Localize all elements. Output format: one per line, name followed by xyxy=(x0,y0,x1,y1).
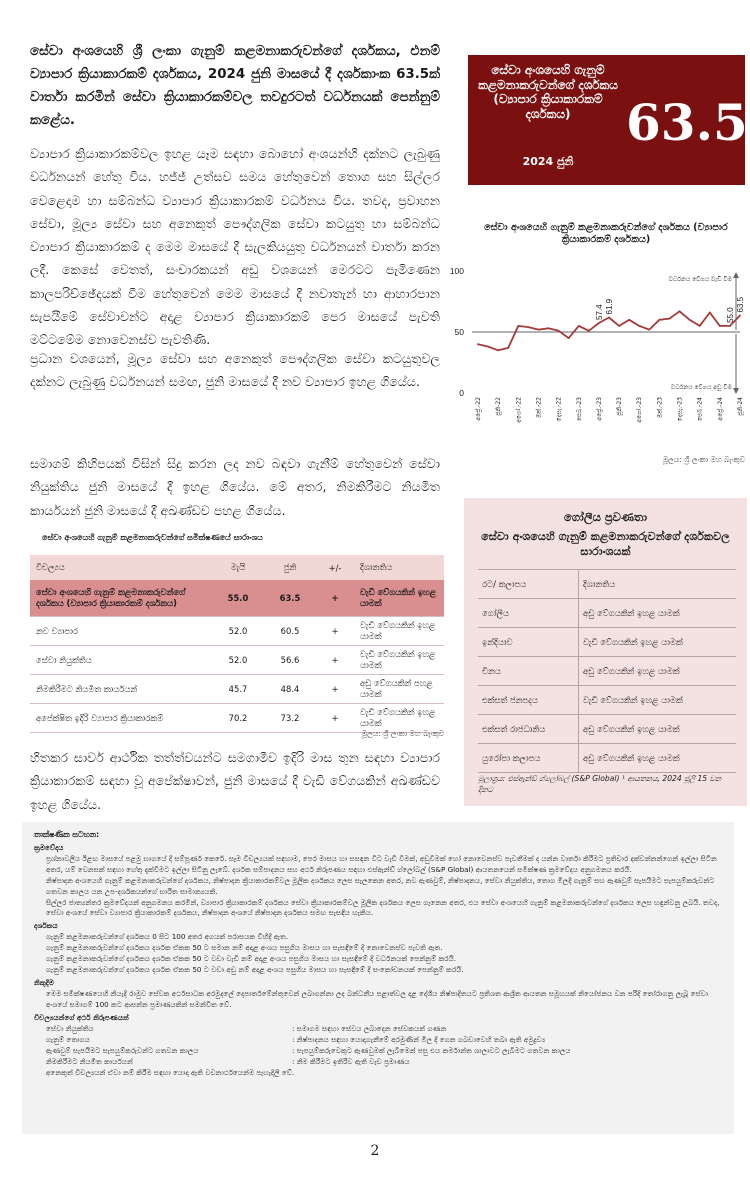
definition-term: ඇණවුම් සැපයීමට සැපයුම්කරුවන්ට ගතවන කාලය xyxy=(46,1045,199,1055)
global-region: ගෝලීය xyxy=(478,599,579,628)
global-region: ඉන්දියාව xyxy=(478,628,579,657)
x-tick-label: දෙසැ.-22 xyxy=(555,397,563,422)
definition-term: ගැනුම් තොගය xyxy=(46,1034,90,1044)
arrow-down-head xyxy=(733,388,739,394)
global-trend: වැඩි වේගයකින් ඉහළ යාමක් xyxy=(579,686,737,715)
index-item: ගැනුම් කළමනාකරුවන්ගේ දර්ශකය 0 සිට 100 අතර අගයක් පරාසයක විහිදී ඇත. xyxy=(46,932,289,942)
row-june: 60.5 xyxy=(264,617,316,646)
row-may: 52.0 xyxy=(212,646,264,675)
x-tick-label: ඔක්.-23 xyxy=(656,397,664,419)
data-point xyxy=(669,318,671,320)
data-point xyxy=(588,330,590,332)
row-trend: වැඩි වේගයකින් ඉහළ යාමක් xyxy=(354,580,444,617)
table-row xyxy=(30,646,444,675)
data-point xyxy=(628,319,630,321)
x-tick-label: ඔක්.-22 xyxy=(535,397,543,419)
data-point xyxy=(507,347,509,349)
table-row xyxy=(30,580,444,617)
definition-row xyxy=(34,1035,724,1046)
data-label: 55.0 xyxy=(725,307,735,323)
row-trend: වැඩි වේගයකින් ඉහළ යාමක් xyxy=(354,617,444,646)
x-tick-label: ජූනි-22 xyxy=(495,397,503,416)
data-point xyxy=(719,325,721,327)
summary-header-trend: දිශානතිය xyxy=(354,555,444,580)
x-tick-label: අගෝ.-23 xyxy=(636,397,644,423)
method-paragraph: ප්‍රශ්නාවලිය ඊළඟ මාසයේ පළමු භාගයේ දී සම්පූර්ණ කෙරේ. සෑම විචල්‍යයක් සඳහාම, පෙර මාසය හා සසඳන විට වැඩි වීමක්, අඩුවීමක් හෝ නොවෙනස්ව පැවතීමක් ද යන්න වාර්තා කිරීමට ප්‍රතිචාර දක්වන්නන්ගෙන් ඉල්ලා සිටින අතර, යම් වෙනසක් සඳහා හේතු දැක්වීමට ඉල්ලා සිටිනු ලැබේ. දර්ශක සම්පාදනය සහ අර්ථ නිරූපණය සඳහා එස්ඇන්ඩ් ග්ලෝබල් (S&P Global) ආයතනයෙන් සමීක්ෂණ ක්‍රමවේදය අනුගමනය කරයි. xyxy=(46,853,717,874)
table-row xyxy=(478,686,736,715)
row-may: 70.2 xyxy=(212,704,264,733)
definition-term: සේවා නියුක්තිය xyxy=(46,1023,94,1033)
global-trend: වැඩි වේගයකින් ඉහළ යාමක් xyxy=(579,628,737,657)
summary-table-source: මූලය: ශ්‍රී ලංකා මහ බැංකුව xyxy=(361,729,444,738)
x-tick-label: අගෝ.-22 xyxy=(515,397,523,423)
row-variable: සේවා නියුක්තිය xyxy=(30,646,212,675)
data-point xyxy=(608,317,610,319)
row-change: + xyxy=(316,646,354,675)
row-variable: සේවා අංශයෙහි ගැනුම් කළමනාකරුවන්ගේ දර්ශකය (ව්‍යාපාර ක්‍රියාකාරකම් දර්ශකය) xyxy=(30,580,212,617)
table-row xyxy=(478,715,736,744)
row-trend: වැඩි වේගයකින් ඉහළ යාමක් xyxy=(354,704,444,733)
row-june: 73.2 xyxy=(264,704,316,733)
data-label: 63.5 xyxy=(736,296,745,313)
data-point xyxy=(548,327,550,329)
row-change: + xyxy=(316,675,354,704)
index-heading: දර්ශකය xyxy=(34,921,58,931)
index-item: ගැනුම් කළමනාකරුවන්ගේ දර්ශකය දර්ශක ඒකක 50 ට වඩා වැඩි නම් අදාළ අංශය පසුගිය මාසය හා සැසඳීමේ දී වර්ධනයක් පෙන්නුම් කරයි. xyxy=(46,954,457,964)
technical-note-title: තාක්ෂණික සටහන: xyxy=(34,830,100,839)
row-change: + xyxy=(316,617,354,646)
body-paragraph-1: ව්‍යාපාර ක්‍රියාකාරකම්වල ඉහළ යෑම සඳහා බොහෝ අංශයන්හි දක්නට ලැබුණු වර්ධනයන් හේතු විය. හජ්ජ් උත්සව සමය හේතුවෙන් තොග සහ සිල්ලර වෙළෙදාම හා සම්බන්ධ ව්‍යාපාර ක්‍රියාකාරකම් වර්ධනය විය. තවද, ප්‍රවාහන සේවා, මූල්‍ය සේවා සහ අනෙකුත් පෞද්ගලික සේවා කටයුතු හා සම්බන්ධ ව්‍යාපාර ක්‍රියාකාරකම් ද මෙම මාසයේ දී සැලකියයුතු වර්ධනයන් වාර්තා කරන ලදී. කෙසේ වෙතත්, සංචාරකයන් අඩු වශයෙන් මෙරටට පැමිණෙන කාලපරිච්ඡේදයක් වීම හේතුවෙන් මෙම මාසයේ දී නවාතැන් හා ආහාරපාන සැපයීමේ සේවාවන්ට අදාළ ව්‍යාපාර ක්‍රියාකාරකම් පෙර මාසයේ පැවති මට්ටමේම නොවෙනස්ව පැවතිණි. xyxy=(30,146,440,348)
row-trend: වැඩි වේගයකින් ඉහළ යාමක් xyxy=(354,646,444,675)
data-point xyxy=(517,325,519,327)
definitions-closing: අනෙකුත් විචල්‍යයන් ඒවා නම් කිරීම සඳහා යොදා ඇති වචනාර්ථයෙන්ම පැහැදිලි වේ. xyxy=(46,1067,295,1077)
x-tick-label: ජූනි-24 xyxy=(737,397,744,416)
sample-heading: නිකුදිම xyxy=(34,978,55,988)
x-tick-label: පෙබ.-23 xyxy=(575,397,583,422)
row-variable: අපේක්ෂිත ඉදිරි ව්‍යාපාර ක්‍රියාකාරකම් xyxy=(30,704,212,733)
y-tick-label: 50 xyxy=(454,327,464,337)
data-point xyxy=(699,325,701,327)
y-tick-label: 0 xyxy=(459,388,464,398)
data-point xyxy=(689,319,691,321)
body-paragraph-3: සමාගම් කිහිපයක් විසින් සිදු කරන ලද නව බඳවා ගැනීම් හේතුවෙන් සේවා නියුක්තිය ජුනි මාසයේ දී ඉහළ ගියේය. මේ අතර, නිමකිරීමට නියමිත කාර්යයන් ජුනි මාසයේ දී අඛණ්ඩව පහළ ගියේය. xyxy=(30,456,440,518)
definition-term: නිමකිරීමට නියමිත කාර්යයන් xyxy=(46,1056,133,1066)
pmi-line-chart xyxy=(440,255,745,455)
global-trends-heading: ගෝලීය ප්‍රවණතා xyxy=(564,510,647,524)
summary-header-change: +/- xyxy=(316,555,354,580)
arrow-up-head xyxy=(733,272,739,278)
table-row xyxy=(478,744,736,773)
global-trends-subheading: සේවා අංශයෙහි ගැනුම් කළමනාකරුවන්ගේ දර්ශකවල සාරාංශයක් xyxy=(481,530,730,558)
row-may: 52.0 xyxy=(212,617,264,646)
data-point xyxy=(578,325,580,327)
data-point xyxy=(527,326,529,328)
definition-row xyxy=(34,1024,724,1035)
global-region: චීනය xyxy=(478,657,579,686)
summary-header-june: ජුනි xyxy=(264,555,316,580)
definition-meaning: : නිෂ්පාදනය සඳහා යොදාගැනීමේ අරමුණින් මිල දී ගෙන ගබඩාවෙහි තබා ඇති අමුද්‍රව්‍ය xyxy=(292,1034,546,1044)
row-change: + xyxy=(316,580,354,617)
global-trend: අඩු වේගයකින් ඉහළ යාමක් xyxy=(579,657,737,686)
data-point xyxy=(538,329,540,331)
global-region: යුරෝපා කලාපය xyxy=(478,744,579,773)
data-point xyxy=(679,310,681,312)
row-change: + xyxy=(316,704,354,733)
summary-header-variable: විචල්‍යය xyxy=(30,555,212,580)
x-tick-label: දෙසැ.-23 xyxy=(676,397,684,422)
method-heading: ක්‍රමවේදය xyxy=(34,842,64,852)
body-paragraph-2: ප්‍රධාන වශයෙන්, මූල්‍ය සේවා සහ අනෙකුත් පෞද්ගලික සේවා කටයුතුවල දක්නට ලැබුණු වර්ධනයන් සමඟ, ජුනි මාසයේ දී නව ව්‍යාපාර ඉහළ ගියේය. xyxy=(30,351,440,390)
table-row xyxy=(30,617,444,646)
x-tick-label: ජූනි-23 xyxy=(616,397,624,416)
index-item: ගැනුම් කළමනාකරුවන්ගේ දර්ශකය දර්ශක ඒකක 50 ට වඩා අඩු නම් අදාළ අංශය පසුගිය මාසය හා සැසඳීමේ දී සංකෝචනයක් පෙන්නුම් කරයි. xyxy=(46,965,464,975)
pmi-highlight-box xyxy=(468,55,748,185)
summary-table-title: සේවා අංශයෙහි ගැනුම් කළමනාකරුවන්ගේ සමීක්ෂණයේ සාරාංශය xyxy=(42,533,263,542)
global-header-region: රට/ කලාපය xyxy=(478,570,579,599)
data-point xyxy=(477,343,479,345)
data-label: 61.9 xyxy=(605,298,614,315)
row-june: 48.4 xyxy=(264,675,316,704)
data-label: 57.4 xyxy=(594,304,604,320)
global-trend: අඩු වේගයකින් ඉහළ යාමක් xyxy=(579,744,737,773)
row-may: 45.7 xyxy=(212,675,264,704)
data-point xyxy=(497,349,499,351)
global-trends-table xyxy=(478,569,736,773)
data-point xyxy=(487,346,489,348)
global-trend: අඩු වේගයකින් ඉහළ යාමක් xyxy=(579,599,737,628)
data-point xyxy=(729,325,731,327)
global-region: එක්සත් රාජධානිය xyxy=(478,715,579,744)
row-may: 55.0 xyxy=(212,580,264,617)
data-point xyxy=(598,322,600,324)
y-tick-label: 100 xyxy=(449,266,464,276)
method-paragraph: නිෂ්පාදන අංශයෙහි ගැනුම් කළමනාකරුවන්ගේ දර්ශකය, නිෂ්පාදන ක්‍රියාකාරකම්වල මූලික දර්ශකය ලෙස සැලකෙන අතර, නව ඇණවුම්, නිෂ්පාදනය, සේවා නියුක්තිය, තොග මිලදී ගැනුම් සහ ඇණවුම් සැපයීමට සැපයුම්කරුවන්ට ගතවන කාලය යන උප-දර්ශකයන්ගේ භාරිත සාමාන්‍යයකි. xyxy=(46,875,715,896)
chart-source: මූලය: ශ්‍රී ලංකා මහ බැංකුව xyxy=(662,455,745,464)
summary-header-row xyxy=(30,555,444,580)
index-item: ගැනුම් කළමනාකරුවන්ගේ දර්ශකය දර්ශක ඒකක 50 ට සමාන නම් අදාළ අංශය පසුගිය මාසය හා සැසඳීමේ දී නොවෙනස්ව පැවති ඇත. xyxy=(46,943,443,953)
row-variable: නව ව්‍යාපාර xyxy=(30,617,212,646)
global-trends-source: මූලාශ්‍රය: එස්ඇන්ඩ් ග්ලෝබල් (S&P Global) ¹ ආයතනය, 2024 ජූලි 15 වන දිනට xyxy=(478,774,722,794)
global-trend: අඩු වේගයකින් ඉහළ යාමක් xyxy=(579,715,737,744)
definition-meaning: : සමාගම සඳහා සේවය ලබාදෙන සේවකයන් ගණන xyxy=(292,1023,447,1033)
pmi-box-value: 63.5 xyxy=(626,93,748,152)
data-point xyxy=(618,325,620,327)
global-header-trend: දිශානතිය xyxy=(579,570,737,599)
summary-header-may: මැයි xyxy=(212,555,264,580)
data-point xyxy=(658,319,660,321)
annotation-growth-faster: වර්ධනය වේගය වැඩි වීම xyxy=(668,276,732,283)
definition-row xyxy=(34,1057,724,1068)
sample-paragraph: මෙම සමීක්ෂණයෙහි නියැදි රාමුව සේවක අර්ථසාධක අරමුදලේ දෙපාර්තමේන්තුවෙන් ලබාගන්නා ලද බන්ධනීය පළාත්වල දළ දේශීය නිෂ්පාදිතයට ප්‍රතිශත ආශ්‍රිත ආයතන සමූහයක් නියෝජනය වන පරිදි තෝරාගනු ලැබූ සේවා අංශයේ සමාගම් 100 කට ආසන්න ප්‍රමාණයකින් සමන්විත වේ. xyxy=(46,989,709,1009)
x-tick-label: අප්‍රේ.-24 xyxy=(716,397,724,421)
method-paragraph: සිල්ලර ජාත්‍යන්තර ක්‍රමවේදයන් අනුගමනය කරමින්, ව්‍යාපාර ක්‍රියාකාරකම් දර්ශකය සේවා ක්‍රියාකාරකම්වල මූලික දර්ශකය ලෙස ගැනෙන අතර, එය සේවා අංශයෙහි ගැනුම් කළමනාකරුවන්ගේ දර්ශකය ලෙස හඳුන්වනු ලබයි. තවද, සේවා අංශයේ සේවා ව්‍යාපාර ක්‍රියාකාරකම් දර්ශකය, නිෂ්පාදන අංශයේ නිෂ්පාදන දර්ශකය සමඟ සැසඳිය හැකිය. xyxy=(46,897,720,918)
definition-row xyxy=(34,1046,724,1057)
data-point xyxy=(709,312,711,314)
row-trend: අඩු වේගයකින් පහළ යාමක් xyxy=(354,675,444,704)
data-point xyxy=(568,337,570,339)
definition-meaning: : සැපයුම්කරුවෙකුට ඇණවුමක් ලැබීමෙන් පසු එය කර්මාන්ත ශාලාවට ලැබීමට ගතවන කාලය xyxy=(292,1045,571,1055)
definitions-heading: විචල්‍යයන්ගේ අර්ථ නිරූපණයන් xyxy=(34,1012,129,1022)
technical-note xyxy=(22,822,734,1134)
row-variable: නිමකිරීමට නියමිත කාර්යයන් xyxy=(30,675,212,704)
definition-meaning: : නිම කිරීමට ඉතිරිව ඇති වැඩ ප්‍රමාණය xyxy=(292,1056,410,1066)
headline: සේවා අංශයෙහි ශ්‍රී ලංකා ගැනුම් කළමනාකරුවන්ගේ දර්ශකය, එනම් ව්‍යාපාර ක්‍රියාකාරකම් දර්ශකය, 2024 ජුනි මාසයේ දී දර්ශකාංක 63.5ක් වාර්තා කරමින් සේවා ක්‍රියාකාරකම්වල තවදුරටත් වර්ධනයක් පෙන්නුම් කළේය. xyxy=(30,44,440,129)
pmi-box-month: 2024 ජුනි xyxy=(522,155,574,168)
table-row xyxy=(478,599,736,628)
body-paragraph-4: හිතකර සාර්ව ආර්ථික තත්ත්වයන්ට සමගාමීව ඉදිරි මාස තුන සඳහා ව්‍යාපාර ක්‍රියාකාරකම් සඳහා වූ අපේක්ෂාවන්, ජුනි මාසයේ දී වැඩි වේගයකින් අඛණ්ඩව ඉහළ ගියේය. xyxy=(30,750,440,812)
row-june: 63.5 xyxy=(264,580,316,617)
x-tick-label: අප්‍රේ.-23 xyxy=(595,397,603,421)
page-number: 2 xyxy=(370,1143,380,1159)
data-point xyxy=(648,329,650,331)
row-june: 56.6 xyxy=(264,646,316,675)
summary-table xyxy=(30,555,444,733)
table-row xyxy=(30,675,444,704)
table-row xyxy=(478,570,736,599)
annotation-growth-slower: වර්ධනය වේගය අඩු වීම xyxy=(670,384,732,391)
data-point xyxy=(739,315,741,317)
data-point xyxy=(638,325,640,327)
table-row xyxy=(478,628,736,657)
pmi-box-title: සේවා අංශයෙහි ගැනුම් කළමනාකරුවන්ගේ දර්ශකය (ව්‍යාපාර ක්‍රියාකාරකම් දර්ශකය) xyxy=(478,63,618,121)
table-row xyxy=(478,657,736,686)
x-tick-label: පෙබ.-24 xyxy=(696,397,704,422)
data-point xyxy=(558,330,560,332)
chart-title: සේවා අංශයෙහි ගැනුම් කළමනාකරුවන්ගේ දර්ශකය (ව්‍යාපාර ක්‍රියාකාරකම් දර්ශකය) xyxy=(484,222,728,246)
global-region: එක්සත් ජනපදය xyxy=(478,686,579,715)
global-trends-panel xyxy=(464,498,747,806)
x-tick-label: අප්‍රේ.-22 xyxy=(475,397,482,421)
